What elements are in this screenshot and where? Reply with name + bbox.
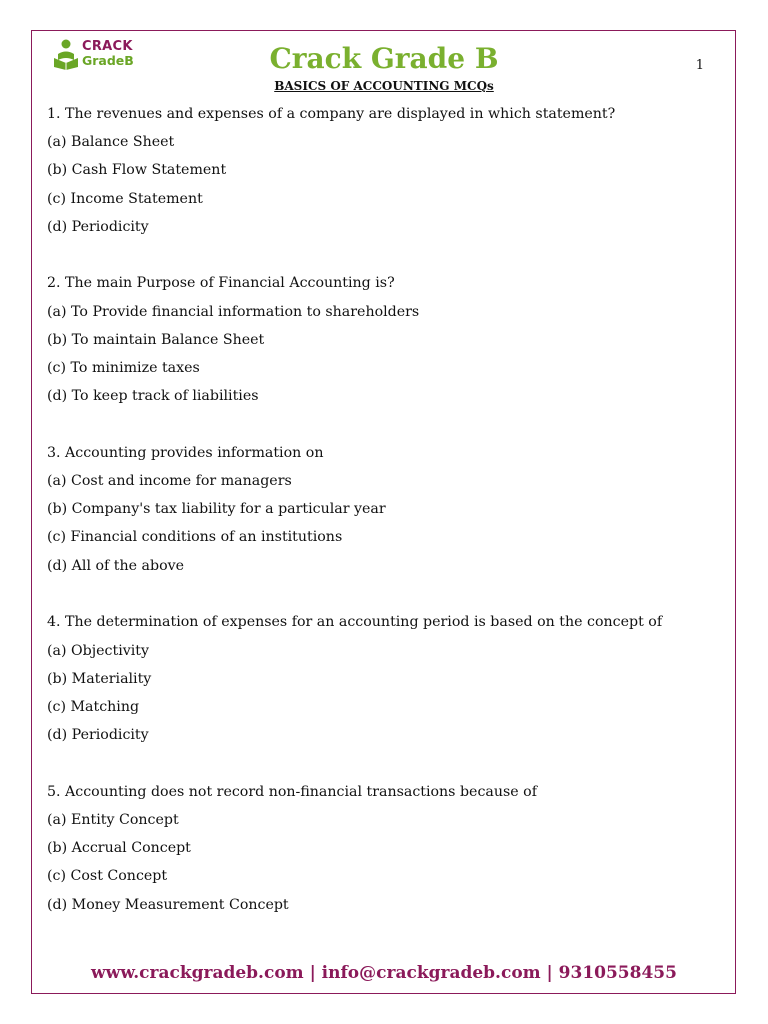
answer-option: (a) Cost and income for managers: [47, 473, 292, 490]
question-text: 1. The revenues and expenses of a company are displayed in which statement?: [47, 106, 616, 122]
answer-option: (a) Entity Concept: [47, 811, 179, 828]
question-text: 3. Accounting provides information on: [47, 444, 324, 461]
question-5: [47, 781, 717, 922]
question-list: [47, 103, 717, 950]
answer-option: (b) Materiality: [47, 670, 152, 687]
answer-option: (d) All of the above: [47, 557, 185, 574]
page-number: 1: [695, 58, 704, 73]
question-text: 4. The determination of expenses for an accounting period is based on the concept of: [47, 614, 663, 631]
answer-option: (b) Company's tax liability for a particular year: [47, 501, 386, 518]
site-title: Crack Grade B: [269, 42, 499, 75]
answer-option: (d) Periodicity: [47, 218, 149, 235]
question-text: 2. The main Purpose of Financial Accounting is?: [47, 275, 395, 292]
logo-text-crack: CRACK: [82, 39, 133, 54]
question-2: [47, 272, 717, 413]
question-4: [47, 611, 717, 752]
answer-option: (d) Periodicity: [47, 727, 149, 744]
answer-option: (a) To Provide financial information to shareholders: [47, 303, 420, 320]
question-1: [47, 103, 717, 244]
answer-option: (a) Objectivity: [47, 642, 150, 659]
answer-option: (a) Balance Sheet: [47, 134, 175, 151]
answer-option: (b) To maintain Balance Sheet: [47, 331, 265, 348]
question-3: [47, 442, 717, 583]
answer-option: (c) Cost Concept: [47, 868, 168, 885]
answer-option: (b) Cash Flow Statement: [47, 162, 227, 179]
answer-option: (c) To minimize taxes: [47, 360, 200, 376]
answer-option: (d) To keep track of liabilities: [47, 388, 259, 405]
question-text: 5. Accounting does not record non-financial transactions because of: [47, 783, 537, 800]
answer-option: (b) Accrual Concept: [47, 840, 191, 857]
answer-option: (c) Financial conditions of an institutions: [47, 529, 343, 546]
answer-option: (c) Income Statement: [47, 190, 203, 207]
document-heading: BASICS OF ACCOUNTING MCQs: [274, 79, 494, 93]
logo-text-gradeb: GradeB: [82, 53, 134, 68]
answer-option: (c) Matching: [47, 698, 140, 715]
footer-contact: www.crackgradeb.com | info@crackgradeb.com | 9310558455: [91, 963, 677, 983]
answer-option: (d) Money Measurement Concept: [47, 896, 289, 913]
